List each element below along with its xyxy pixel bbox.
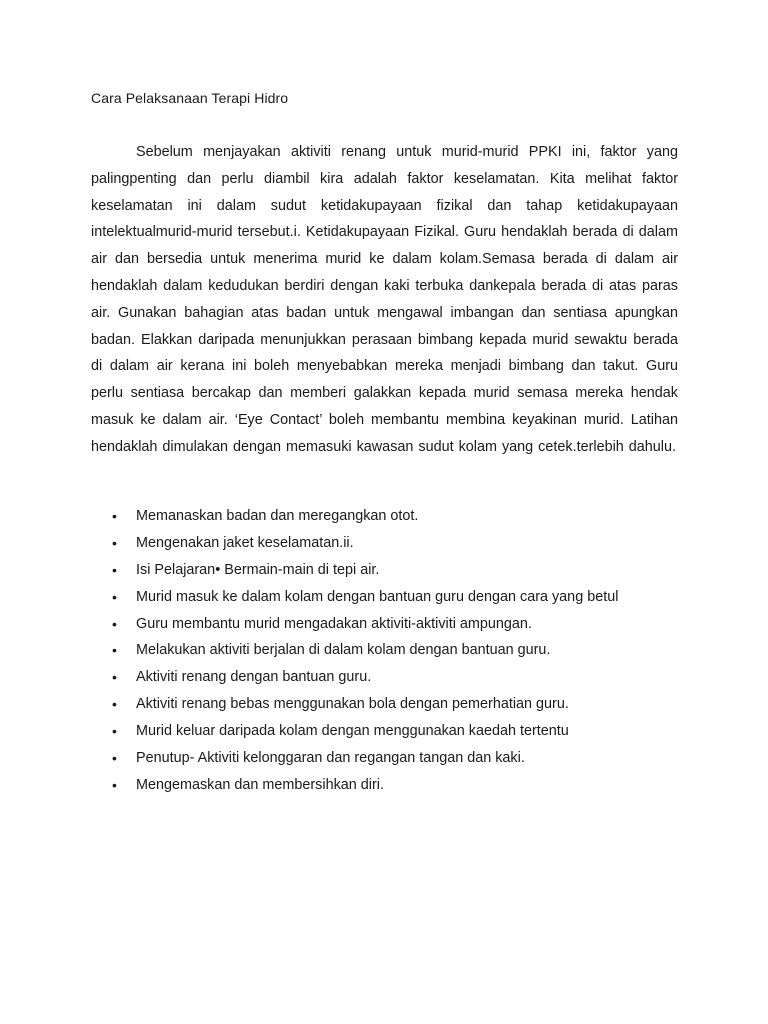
list-item [91, 557, 691, 584]
bullet-icon: • [112, 508, 117, 524]
bullet-icon: • [112, 669, 117, 686]
list-item [91, 637, 691, 664]
list-item [91, 584, 691, 611]
list-item [91, 664, 691, 691]
list-item-text: Guru membantu murid mengadakan aktiviti-aktiviti ampungan. [136, 615, 532, 632]
bullet-list [91, 503, 691, 799]
list-item-text: Murid keluar daripada kolam dengan menggunakan kaedah tertentu [136, 723, 569, 740]
list-item [91, 503, 691, 530]
list-item [91, 530, 691, 557]
body-paragraph: Sebelum menjayakan aktiviti renang untuk murid-murid PPKI ini, faktor yang palingpenting dan perlu diambil kira adalah faktor keselamatan. Kita melihat faktor keselamatan ini dalam sudut ketidakupayaan fizikal dan tahap ketidakupayaan intelektualmurid-murid tersebut.i. Ketidakupayaan Fizikal. Guru hendaklah berada di dalam air dan bersedia untuk menerima murid ke dalam kolam.Semasa berada di dalam air hendaklah dalam kedudukan berdiri dengan kaki terbuka dankepala berada di atas paras air. Gunakan bahagian atas badan untuk mengawal imbangan dan sentiasa apungkan badan. Elakkan daripada menunjukkan perasaan bimbang kepada murid sewaktu berada di dalam air kerana ini boleh menyebabkan mereka menjadi bimbang dan takut. Guru perlu sentiasa bercakap dan memberi galakkan kepada murid semasa mereka hendak masuk ke dalam air. ‘Eye Contact’ boleh membantu membina keyakinan murid. Latihan hendaklah dimulakan dengan memasuki kawasan sudut kolam yang cetek.terlebih dahulu. [91, 144, 678, 455]
list-item-text: Aktiviti renang dengan bantuan guru. [136, 669, 372, 686]
list-item-text: Melakukan aktiviti berjalan di dalam kolam dengan bantuan guru. [136, 642, 551, 659]
bullet-icon: • [112, 723, 117, 740]
list-item-text: Mengemaskan dan membersihkan diri. [136, 776, 384, 793]
bullet-icon: • [112, 750, 117, 767]
list-item-text: Mengenakan jaket keselamatan.ii. [136, 534, 354, 551]
bullet-icon: • [112, 696, 117, 713]
list-item-text: Memanaskan badan dan meregangkan otot. [136, 508, 419, 524]
list-item [91, 718, 691, 745]
list-item [91, 691, 691, 718]
document-title: Cara Pelaksanaan Terapi Hidro [91, 90, 289, 106]
bullet-icon: • [112, 588, 117, 605]
bullet-icon: • [112, 534, 117, 551]
list-item [91, 745, 691, 772]
bullet-icon: • [112, 561, 117, 578]
bullet-icon: • [112, 642, 117, 659]
list-item [91, 611, 691, 638]
list-item [91, 772, 691, 799]
bullet-icon: • [112, 776, 117, 793]
list-item-text: Aktiviti renang bebas menggunakan bola dengan pemerhatian guru. [136, 696, 569, 713]
list-item-text: Penutup- Aktiviti kelonggaran dan regangan tangan dan kaki. [136, 750, 525, 767]
list-item-text: Isi Pelajaran• Bermain-main di tepi air. [136, 561, 380, 578]
bullet-icon: • [112, 615, 117, 632]
list-item-text: Murid masuk ke dalam kolam dengan bantuan guru dengan cara yang betul [136, 588, 619, 605]
